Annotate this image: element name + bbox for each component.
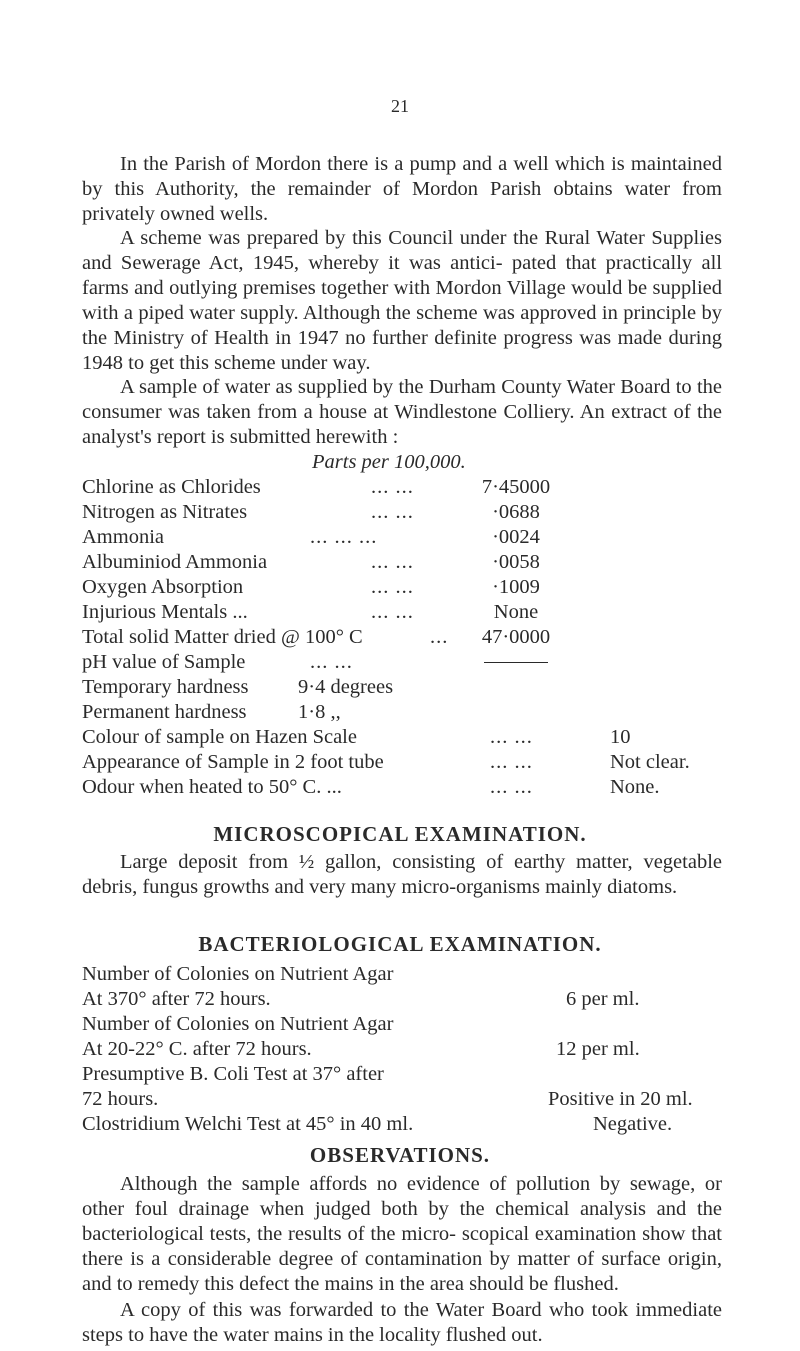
test-line-1: Number of Colonies on Nutrient Agar xyxy=(82,1013,394,1035)
test-result: 12 per ml. xyxy=(556,1038,640,1060)
page-number: 21 xyxy=(391,96,409,116)
row-leader-dots: ... ... xyxy=(371,601,414,623)
ph-blank-dash xyxy=(484,662,548,663)
bacteriological-heading: BACTERIOLOGICAL EXAMINATION. xyxy=(198,932,602,956)
row-label: Odour when heated to 50° C. ... xyxy=(82,776,342,798)
microscopical-heading: MICROSCOPICAL EXAMINATION. xyxy=(213,822,587,846)
paragraph-mordon-parish: In the Parish of Mordon there is a pump and a well which is maintained by this Authority, the remainder of Mordon Parish obtains water from privately owned wells. xyxy=(82,153,722,225)
row-leader-dots: ... ... xyxy=(310,651,353,673)
test-line-1: Number of Colonies on Nutrient Agar xyxy=(82,963,394,985)
observations-followup-paragraph: A copy of this was forwarded to the Water Board who took immediate steps to have the water mains in the locality flushed out. xyxy=(82,1299,722,1346)
row-value: Not clear. xyxy=(610,751,690,773)
paragraph-sample-description: A sample of water as supplied by the Durham County Water Board to the consumer was taken from a house at Windlestone Colliery. An extract of the analyst's report is submitted herewith : xyxy=(82,376,722,448)
test-result: Negative. xyxy=(593,1113,673,1135)
test-line-1: Clostridium Welchi Test at 45° in 40 ml. xyxy=(82,1113,414,1135)
row-value: ·0024 xyxy=(492,526,540,548)
test-line-2: 72 hours. xyxy=(82,1088,159,1110)
row-leader-dots: ... ... xyxy=(371,501,414,523)
row-label: Oxygen Absorption xyxy=(82,576,244,598)
row-label: Total solid Matter dried @ 100° C xyxy=(82,626,363,648)
test-result: Positive in 20 ml. xyxy=(548,1088,693,1110)
test-line-1: Presumptive B. Coli Test at 37° after xyxy=(82,1063,384,1085)
row-leader-dots: ... ... xyxy=(490,751,533,773)
row-leader-dots: ... ... xyxy=(490,726,533,748)
test-result: 6 per ml. xyxy=(566,988,640,1010)
row-label: Chlorine as Chlorides xyxy=(82,476,261,498)
row-leader-dots: ... ... xyxy=(490,776,533,798)
row-label: pH value of Sample xyxy=(82,651,246,673)
row-label: Colour of sample on Hazen Scale xyxy=(82,726,357,748)
observations-heading: OBSERVATIONS. xyxy=(309,1143,491,1167)
row-value: ·0058 xyxy=(492,551,540,573)
row-leader-dots: ... xyxy=(430,626,449,648)
permanent-hardness-label: Permanent hardness xyxy=(82,701,247,723)
row-label: Nitrogen as Nitrates xyxy=(82,501,248,523)
row-label: Injurious Mentals ... xyxy=(82,601,248,623)
row-value: None xyxy=(493,601,539,623)
row-value: 7·45000 xyxy=(481,476,551,498)
row-label: Appearance of Sample in 2 foot tube xyxy=(82,751,384,773)
units-header: Parts per 100,000. xyxy=(312,451,466,473)
row-value: 10 xyxy=(610,726,631,748)
row-label: Ammonia xyxy=(82,526,164,548)
row-value: ·1009 xyxy=(492,576,540,598)
row-label: Albuminiod Ammonia xyxy=(82,551,268,573)
observations-paragraph: Although the sample affords no evidence of pollution by sewage, or other foul drainage when judged both by the chemical analysis and the bacteriological tests, the results of the micro- scopical examination show that there is a considerable degree of contamination by matter of surface origin, and to remedy this defect the mains in the area should be flushed. xyxy=(82,1173,722,1295)
row-leader-dots: ... ... ... xyxy=(310,526,378,548)
test-line-2: At 370° after 72 hours. xyxy=(82,988,271,1010)
paragraph-rural-water-scheme: A scheme was prepared by this Council under the Rural Water Supplies and Sewerage Act, 1945, whereby it was antici- pated that practically all farms and outlying premises together with Mordon Village would be supplied with a piped water supply. Although the scheme was approved in principle by the Ministry of Health in 1947 no further definite progress was made during 1948 to get this scheme under way. xyxy=(82,227,722,374)
temporary-hardness-label: Temporary hardness xyxy=(82,676,249,698)
temporary-hardness-value: 9·4 degrees xyxy=(298,676,394,698)
row-value: ·0688 xyxy=(492,501,540,523)
row-value: None. xyxy=(610,776,660,798)
test-line-2: At 20-22° C. after 72 hours. xyxy=(82,1038,312,1060)
permanent-hardness-value: 1·8 ,, xyxy=(298,701,341,723)
row-leader-dots: ... ... xyxy=(371,576,414,598)
row-value: 47·0000 xyxy=(481,626,551,648)
row-leader-dots: ... ... xyxy=(371,551,414,573)
row-leader-dots: ... ... xyxy=(371,476,414,498)
microscopical-text: Large deposit from ½ gallon, consisting of earthy matter, vegetable debris, fungus growths and very many micro-organisms mainly diatoms. xyxy=(82,851,722,898)
